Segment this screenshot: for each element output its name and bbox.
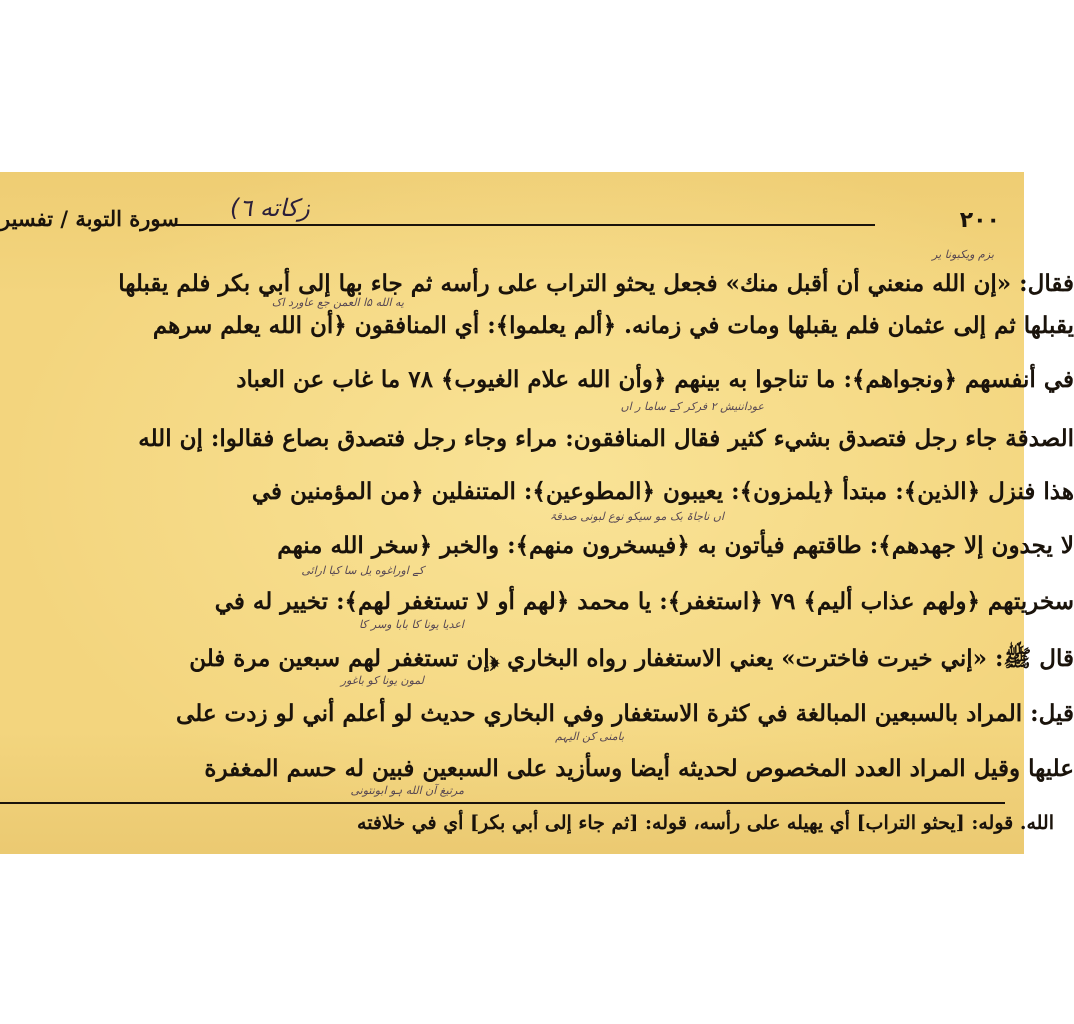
page-header xyxy=(0,194,1070,238)
text-line-1: فقال: «إن الله منعني أن أقبل منك» فجعل يحثو التراب على رأسه ثم جاء بها إلى أبي بكر فلم يقبلها xyxy=(118,270,1074,297)
header-rule xyxy=(175,224,875,226)
footnote-text: الله. قوله: [يحثو التراب] أي يهيله على رأسه، قوله: [ثم جاء إلى أبي بكر] أي في خلافته xyxy=(357,812,1054,834)
handwritten-gloss-3: اں ناجاۃ بک مو سیکو نوع لبونی صدقۃ xyxy=(549,510,724,523)
handwritten-gloss-0: بزم ويكبونا ير xyxy=(932,248,994,261)
handwritten-gloss-1: يه الله ۵ا العمن جع عاورد اک xyxy=(271,296,404,309)
text-line-9: قيل: المراد بالسبعين المبالغة في كثرة الاستغفار وفي البخاري حديث لو أعلم أني لو زدت على xyxy=(176,700,1074,727)
text-line-6: لا يجدون إلا جهدهم﴾: طاقتهم فيأتون به ﴿فيسخرون منهم﴾: والخبر ﴿سخر الله منهم xyxy=(277,532,1074,559)
text-line-10: عليها وقيل المراد العدد المخصوص لحديثه أيضا وسأزيد على السبعين فبين له حسم المغفرة xyxy=(204,755,1074,782)
text-line-3: في أنفسهم ﴿ونجواهم﴾: ما تناجوا به بينهم ﴿وأن الله علام الغيوب﴾ ٧٨ ما غاب عن العباد xyxy=(236,366,1074,393)
book-page xyxy=(0,172,1074,854)
handwritten-gloss-7: بامنی کن الیہم xyxy=(555,730,624,743)
page-number: ٢٠٠ xyxy=(959,208,1000,233)
handwritten-gloss-5: اعدیا یونا کا بابا وسر کا xyxy=(358,618,464,631)
text-line-2: يقبلها ثم إلى عثمان فلم يقبلها ومات في زمانه. ﴿ألم يعلموا﴾: أي المنافقون ﴿أن الله يعلم سرهم xyxy=(152,312,1074,339)
handwritten-gloss-4: کے اوراغوه یل سا کیا ارائی xyxy=(301,564,424,577)
running-title: سورة التوبة / تفسير xyxy=(0,206,179,231)
handwritten-gloss-2: عوداننیش ۲ فرکر کے ساما ر اں xyxy=(620,400,764,413)
text-line-8: قال ﷺ: «إني خيرت فاخترت» يعني الاستغفار رواه البخاري ﴿إن تستغفر لهم سبعين مرة فلن xyxy=(189,645,1074,672)
handwritten-header-note: زكاته ٦) xyxy=(230,194,310,222)
handwritten-gloss-6: لمون یونا کو باغور xyxy=(340,674,424,687)
footnote-divider xyxy=(0,802,1005,804)
text-line-5: هذا فنزل ﴿الذين﴾: مبتدأ ﴿يلمزون﴾: يعيبون ﴿المطوعين﴾: المتنفلين ﴿من المؤمنين في xyxy=(251,478,1074,505)
text-line-7: سخريتهم ﴿ولهم عذاب أليم﴾ ٧٩ ﴿استغفر﴾: يا محمد ﴿لهم أو لا تستغفر لهم﴾: تخيير له في xyxy=(214,588,1074,615)
text-line-4: الصدقة جاء رجل فتصدق بشيء كثير فقال المنافقون: مراء وجاء رجل فتصدق بصاع فقالوا: إن الله xyxy=(138,425,1074,452)
handwritten-gloss-8: مرتیغ آن الله ہو ابونتونی xyxy=(350,784,464,797)
